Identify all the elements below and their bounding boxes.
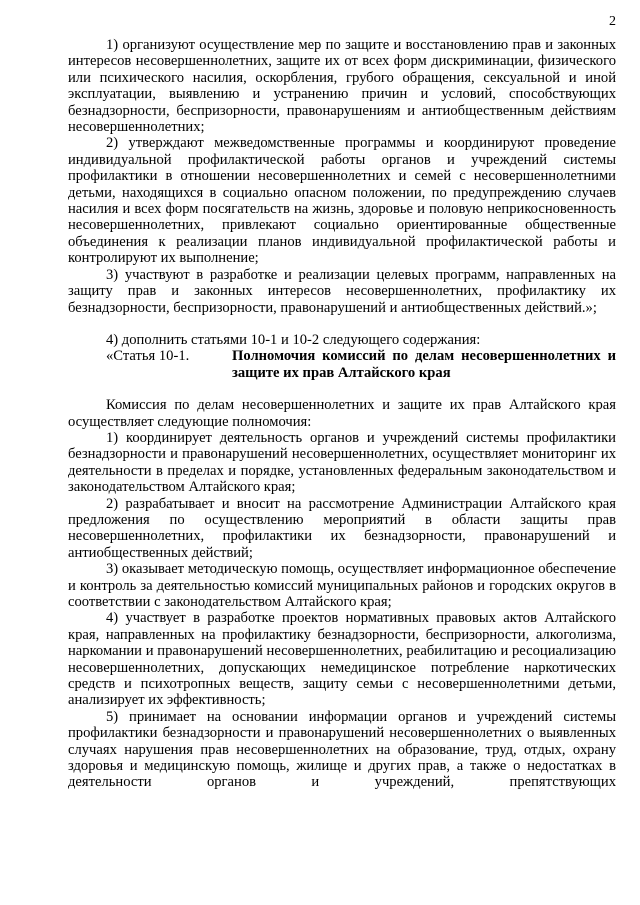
article-title: Полномочия комиссий по делам несовершеннолетних и защите их прав Алтайского края: [232, 348, 616, 381]
power-item-1: 1) координирует деятельность органов и учреждений системы профилактики безнадзорности и правонарушений несовершеннолетних, осуществляет мониторинг их деятельности в пределах и порядке, установленных федеральным законодательством и законодательством Алтайского края;: [68, 429, 616, 496]
power-item-3: 3) оказывает методическую помощь, осуществляет информационное обеспечение и контроль за деятельностью комиссий муниципальных районов и городских округов в соответствии с законодательством Алтайского края;: [68, 561, 616, 610]
article-intro: Комиссия по делам несовершеннолетних и защите их прав Алтайского края осуществляет следующие полномочия:: [68, 397, 616, 430]
article-heading: [68, 348, 616, 381]
power-item-4: 4) участвует в разработке проектов нормативных правовых актов Алтайского края, направленных на профилактику безнадзорности, беспризорности, алкоголизма, наркомании и правонарушений несовершеннолетних, реабилитацию и ресоциализацию несовершеннолетних, допускающих немедицинское потребление наркотических средств и психотропных веществ, защиту семьи с несовершеннолетними детьми, анализирует их эффективность;: [68, 610, 616, 709]
article-label: «Статья 10-1.: [106, 348, 190, 365]
spacer: [68, 316, 616, 332]
page-number: 2: [609, 14, 616, 29]
paragraph-point-2: 2) утверждают межведомственные программы и координируют проведение индивидуальной профилактической работы органов и учреждений системы профилактики в отношении несовершеннолетних и семей с несовершеннолетними детьми, находящихся в социально опасном положении, по предупреждению случаев насилия и всех форм посягательств на жизнь, здоровье и половую неприкосновенность несовершеннолетних, привлекают социально ориентированные общественные объединения к реализации планов индивидуальной профилактической работы и контролируют их выполнение;: [68, 135, 616, 267]
power-item-5: 5) принимает на основании информации органов и учреждений системы профилактики безнадзорности и правонарушений несовершеннолетних о выявленных случаях нарушения прав несовершеннолетних на образование, труд, отдых, охрану здоровья и медицинскую помощь, жилище и других прав, а также о недостатках в деятельности органов и учреждений, препятствующих: [68, 708, 616, 791]
document-body: [68, 37, 616, 791]
spacer: [68, 381, 616, 397]
power-item-2: 2) разрабатывает и вносит на рассмотрение Администрации Алтайского края предложения по осуществлению мероприятий в области защиты прав несовершеннолетних, профилактики их безнадзорности, правонарушений и антиобщественных действий;: [68, 495, 616, 561]
amendment-line: 4) дополнить статьями 10-1 и 10-2 следующего содержания:: [106, 331, 481, 348]
paragraph-point-1: 1) организуют осуществление мер по защите и восстановлению прав и законных интересов несовершеннолетних, защите их от всех форм дискриминации, физического или психического насилия, оскорбления, грубого обращения, сексуальной и иной эксплуатации, выявлению и устранению причин и условий, способствующих безнадзорности, беспризорности, правонарушениям и антиобщественным действиям несовершеннолетних;: [68, 37, 616, 136]
paragraph-point-3: 3) участвуют в разработке и реализации целевых программ, направленных на защиту прав и законных интересов несовершеннолетних, профилактику их безнадзорности, беспризорности, правонарушений и антиобщественных действий.»;: [68, 266, 616, 316]
